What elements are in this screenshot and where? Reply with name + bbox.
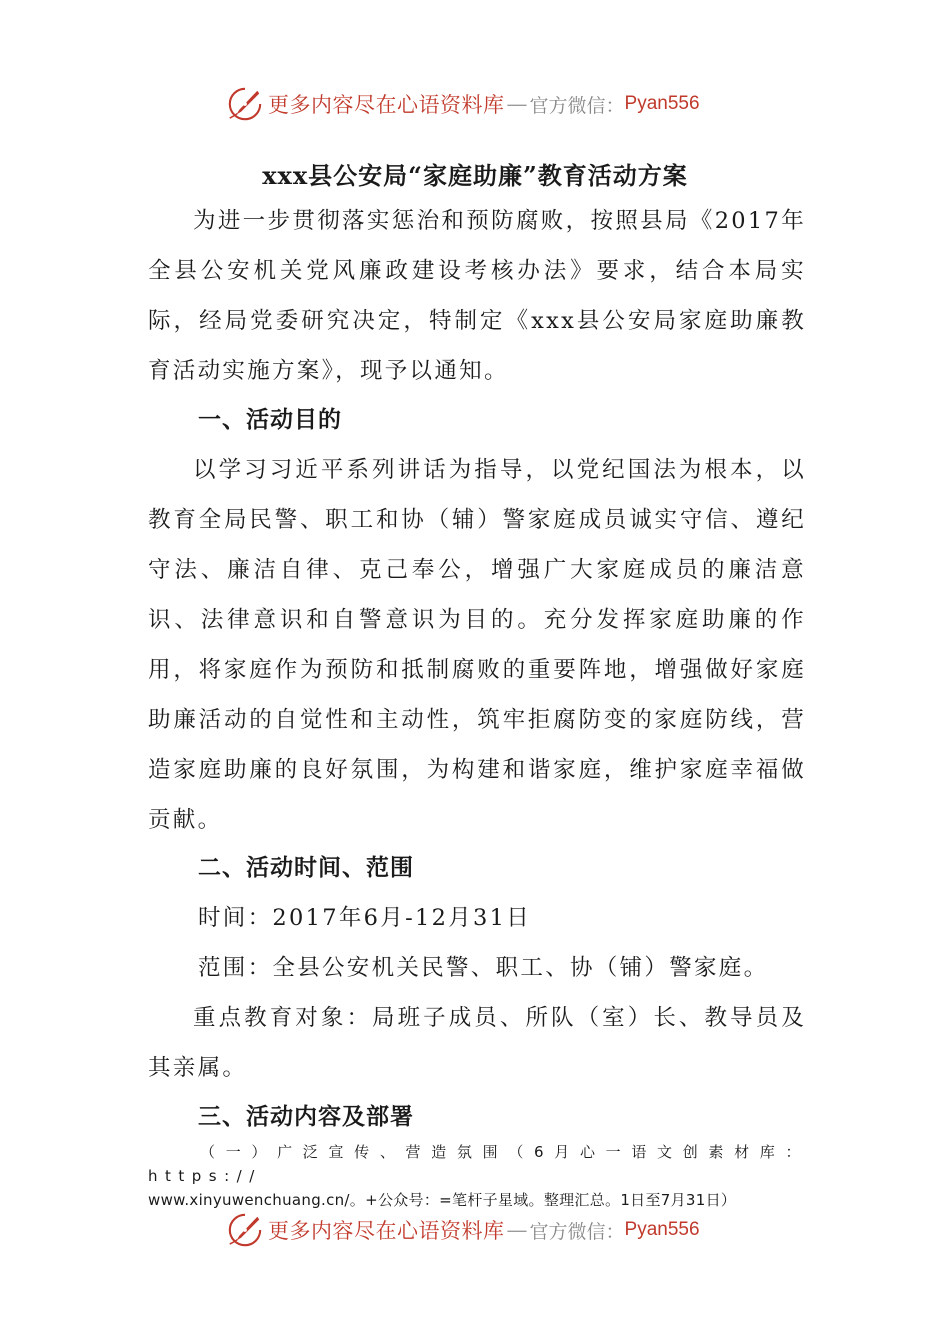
watermark-wechat-id: Pyan556 [624, 93, 700, 114]
section3-note [148, 1140, 808, 1212]
watermark-brand: 更多内容尽在心语资料库 [268, 1219, 505, 1243]
section1-body: 以学习习近平系列讲话为指导，以党纪国法为根本，以教育全局民警、职工和协（辅）警家庭成员诚实守信、遵纪守法、廉洁自律、克己奉公，增强广大家庭成员的廉洁意识、法律意识和自警意识为目的。充分发挥家庭助廉的作用，将家庭作为预防和抵制腐败的重要阵地，增强做好家庭助廉活动的自觉性和主动性，筑牢拒腐防变的家庭防线，营造家庭助廉的良好氛围，为构建和谐家庭，维护家庭幸福做贡献。 [148, 457, 806, 833]
section2-heading: 二、活动时间、范围 [198, 854, 414, 881]
watermark-banner-top [226, 84, 700, 124]
watermark-banner-bottom [226, 1210, 700, 1250]
section2-focus: 重点教育对象：局班子成员、所队（室）长、教导员及其亲属。 [148, 1005, 806, 1081]
watermark-brand: 更多内容尽在心语资料库 [268, 93, 505, 117]
section3-heading: 三、活动内容及部署 [198, 1103, 414, 1130]
section3-note-line2: www.xinyuwenchuang.cn/。+公众号：=笔杆子星域。整理汇总。1日至7月31日） [148, 1191, 737, 1209]
intro-paragraph: 为进一步贯彻落实惩治和预防腐败，按照县局《2017年全县公安机关党风廉政建设考核办法》要求，结合本局实际，经局党委研究决定，特制定《xxx县公安局家庭助廉教育活动实施方案》，现予以通知。 [148, 208, 806, 384]
section2-scope: 范围：全县公安机关民警、职工、协（铺）警家庭。 [198, 955, 769, 981]
pen-nib-circle-logo-icon [226, 85, 264, 123]
document-title: xxx县公安局“家庭助廉”教育活动方案 [262, 161, 688, 190]
watermark-dash: — [506, 92, 528, 116]
section2-time: 时间：2017年6月-12月31日 [198, 905, 532, 931]
watermark-official-label: 官方微信： [529, 94, 625, 117]
section3-note-line1: （一）广泛宣传、营造氛围（6月心一语文创素材库：https:// [148, 1143, 808, 1185]
pen-nib-circle-logo-icon [226, 1211, 264, 1249]
watermark-wechat-id: Pyan556 [624, 1219, 700, 1240]
watermark-dash: — [506, 1218, 528, 1242]
watermark-official-label: 官方微信： [529, 1220, 625, 1243]
section1-heading: 一、活动目的 [198, 406, 342, 433]
